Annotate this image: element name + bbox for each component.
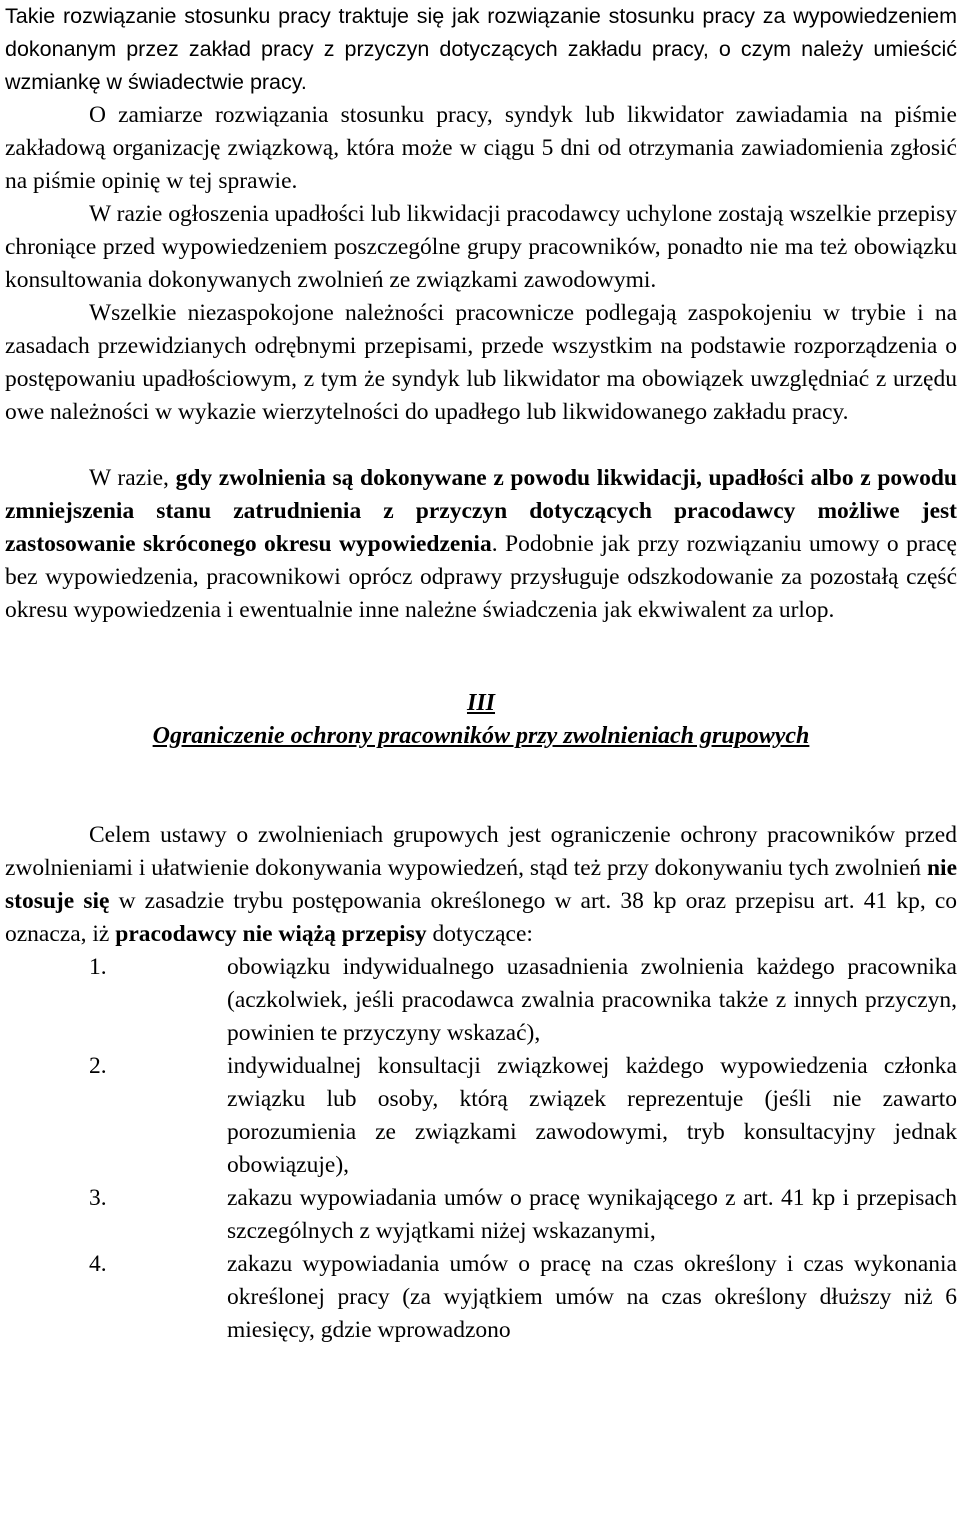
paragraph-group-layoffs <box>5 819 957 951</box>
list-item <box>5 1050 957 1182</box>
paragraph-group-layoffs-b1: nie stosuje się <box>5 855 957 914</box>
list-item-number: 3. <box>89 1185 107 1211</box>
paragraph-shortened-notice-bold: gdy zwolnienia są dokonywane z powodu likwidacji, upadłości albo z powodu zmniejszenia stanu zatrudnienia z przyczyn dotyczących pracodawcy możliwe jest zastosowanie skróconego okresu wypowiedzenia <box>5 465 957 557</box>
document-page <box>5 0 957 1347</box>
section-title: Ograniczenie ochrony pracowników przy zwolnieniach grupowych <box>152 723 810 749</box>
paragraph-group-layoffs-t3: dotyczące: <box>426 921 533 947</box>
paragraph-protection-lifted: W razie ogłoszenia upadłości lub likwidacji pracodawcy uchylone zostają wszelkie przepisy chroniące przed wypowiedzeniem poszczególne grupy pracowników, ponadto nie ma też obowiązku konsultowania dokonywanych zwolnień ze związkami zawodowymi. <box>5 201 957 293</box>
list-item-number: 4. <box>89 1251 107 1277</box>
paragraph-group-layoffs-t2: w zasadzie trybu postępowania określonego w art. 38 kp oraz przepisu art. 41 kp, co oznacza, iż <box>5 888 958 947</box>
paragraph-shortened-notice-rest: . Podobnie jak przy rozwiązaniu umowy o pracę bez wypowiedzenia, pracownikowi oprócz odprawy przysługuje odszkodowanie za pozostałą część okresu wypowiedzenia i ewentualnie inne należne świadczenia jak ekwiwalent za urlop. <box>5 531 957 623</box>
section-heading <box>5 687 957 753</box>
list-item <box>5 1248 957 1347</box>
paragraph-claims-satisfaction: Wszelkie niezaspokojone należności pracownicze podlegają zaspokojeniu w trybie i na zasadach przewidzianych odrębnymi przepisami, przede wszystkim na podstawie rozporządzenia o postępowaniu upadłościowym, z tym że syndyk lub likwidator ma obowiązek uwzględniać z urzędu owe należności w wykazie wierzytelności do upadłego lub likwidowanego zakładu pracy. <box>5 300 957 425</box>
list-item-text: indywidualnej konsultacji związkowej każdego wypowiedzenia członka związku lub osoby, którą związek reprezentuje (jeśli nie zawarto porozumienia ze związkami zawodowymi, tryb konsultacyjny jednak obowiązuje), <box>227 1053 957 1178</box>
list-item-number: 1. <box>89 954 107 980</box>
paragraph-group-layoffs-b2: pracodawcy nie wiążą przepisy <box>115 921 427 947</box>
paragraph-termination-effect: Takie rozwiązanie stosunku pracy traktuje się jak rozwiązanie stosunku pracy za wypowiedzeniem dokonanym przez zakład pracy z przyczyn dotyczących zakładu pracy, o czym należy umieścić wzmiankę w świadectwie pracy. <box>5 4 957 94</box>
list-item-text: zakazu wypowiadania umów o pracę na czas określony i czas wykonania określonej pracy (za wyjątkiem umów na czas określony dłuższy niż 6 miesięcy, gdzie wprowadzono <box>227 1251 957 1343</box>
paragraph-union-notice: O zamiarze rozwiązania stosunku pracy, syndyk lub likwidator zawiadamia na piśmie zakładową organizację związkową, która może w ciągu 5 dni od otrzymania zawiadomienia zgłosić na piśmie opinię w tej sprawie. <box>5 102 957 194</box>
list-item-text: zakazu wypowiadania umów o pracę wynikającego z art. 41 kp i przepisach szczególnych z wyjątkami niżej wskazanymi, <box>227 1185 957 1244</box>
section-number: III <box>466 690 496 716</box>
list-item-text: obowiązku indywidualnego uzasadnienia zwolnienia każdego pracownika (aczkolwiek, jeśli pracodawca zwalnia pracownika także z innych przyczyn, powinien te przyczyny wskazać), <box>227 954 957 1046</box>
exemptions-list <box>5 951 957 1347</box>
paragraph-group-layoffs-t1: Celem ustawy o zwolnieniach grupowych jest ograniczenie ochrony pracowników przed zwolnieniami i ułatwienie dokonywania wypowiedzeń, stąd też przy dokonywaniu tych zwolnień <box>5 822 957 881</box>
list-item-number: 2. <box>89 1053 107 1079</box>
list-item <box>5 951 957 1050</box>
list-item <box>5 1182 957 1248</box>
paragraph-shortened-notice-lead: W razie, <box>89 465 176 491</box>
paragraph-shortened-notice <box>5 462 957 627</box>
